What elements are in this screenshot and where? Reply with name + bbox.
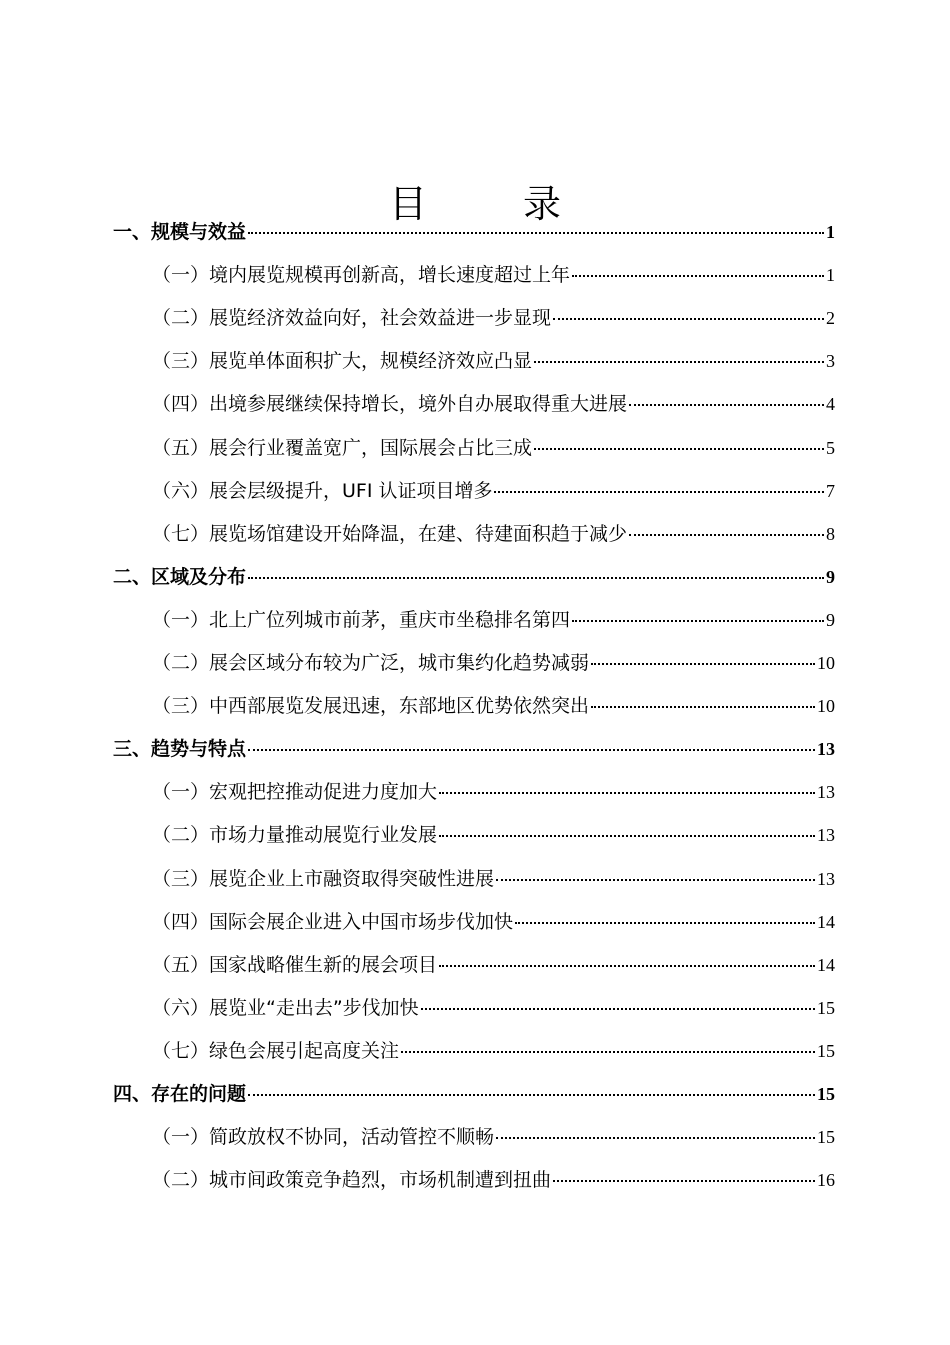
toc-chapter-entry[interactable] [113, 728, 835, 771]
toc-page-number: 7 [826, 481, 835, 501]
toc-entry-label: （五）国家战略催生新的展会项目 [152, 954, 438, 976]
toc-page-number: 15 [817, 1127, 835, 1147]
toc-section-entry[interactable] [152, 254, 835, 297]
dot-leader [572, 275, 824, 277]
toc-section-entry[interactable] [152, 642, 835, 685]
toc-section-entry[interactable] [152, 383, 835, 426]
toc-section-entry[interactable] [152, 513, 835, 556]
toc-section-entry[interactable] [152, 771, 835, 814]
toc-entry-label: （一）简政放权不协同，活动管控不顺畅 [152, 1126, 495, 1148]
toc-entry-label: （六）展览业“走出去”步伐加快 [152, 997, 419, 1019]
toc-page-number: 5 [826, 438, 835, 458]
toc-page-number: 13 [817, 739, 835, 759]
toc-page-number: 14 [817, 955, 835, 975]
toc-entry-label: （三）展览单体面积扩大，规模经济效应凸显 [152, 350, 533, 372]
toc-entry-label: （二）城市间政策竞争趋烈，市场机制遭到扭曲 [152, 1169, 552, 1191]
dot-leader [439, 965, 815, 967]
dot-leader [629, 534, 824, 536]
toc-entry-label: （二）市场力量推动展览行业发展 [152, 824, 438, 846]
toc-entry-label: （七）展览场馆建设开始降温，在建、待建面积趋于减少 [152, 523, 628, 545]
toc-page-number: 10 [817, 696, 835, 716]
toc-page-number: 1 [826, 222, 835, 242]
toc-page-number: 13 [817, 825, 835, 845]
page-title: 目 录 [388, 182, 604, 227]
dot-leader [248, 577, 824, 579]
toc-section-entry[interactable] [152, 1116, 835, 1159]
toc-section-entry[interactable] [152, 470, 835, 513]
toc-section-entry[interactable] [152, 599, 835, 642]
dot-leader [401, 1051, 815, 1053]
dot-leader [494, 491, 824, 493]
dot-leader [534, 448, 824, 450]
toc-page-number: 9 [826, 610, 835, 630]
toc-entry-label: （七）绿色会展引起高度关注 [152, 1040, 400, 1062]
dot-leader [248, 749, 815, 751]
dot-leader [439, 792, 815, 794]
toc-page-number: 15 [817, 1084, 835, 1104]
toc-entry-label: （四）出境参展继续保持增长，境外自办展取得重大进展 [152, 393, 628, 415]
toc-page-number: 4 [826, 394, 835, 414]
toc-section-entry[interactable] [152, 987, 835, 1030]
dot-leader [248, 232, 824, 234]
toc-chapter-entry[interactable] [113, 556, 835, 599]
dot-leader [515, 922, 815, 924]
toc-page-number: 14 [817, 912, 835, 932]
dot-leader [421, 1008, 815, 1010]
toc-page-number: 9 [826, 567, 835, 587]
toc-page-number: 3 [826, 351, 835, 371]
toc-page-number: 16 [817, 1170, 835, 1190]
dot-leader [591, 663, 815, 665]
toc-entry-label: （四）国际会展企业进入中国市场步伐加快 [152, 911, 514, 933]
dot-leader [248, 1094, 815, 1096]
toc-entry-label: （一）北上广位列城市前茅，重庆市坐稳排名第四 [152, 609, 571, 631]
toc-section-entry[interactable] [152, 427, 835, 470]
toc-entry-label: （五）展会行业覆盖宽广，国际展会占比三成 [152, 437, 533, 459]
toc-page-number: 15 [817, 1041, 835, 1061]
toc-section-entry[interactable] [152, 685, 835, 728]
toc-entry-label: 四、存在的问题 [113, 1083, 247, 1105]
toc-chapter-entry[interactable] [113, 211, 835, 254]
toc-section-entry[interactable] [152, 814, 835, 857]
toc-section-entry[interactable] [152, 1159, 835, 1202]
toc-page-number: 1 [826, 265, 835, 285]
toc-page-number: 15 [817, 998, 835, 1018]
toc-section-entry[interactable] [152, 297, 835, 340]
toc-page-number: 13 [817, 869, 835, 889]
toc-entry-label: 三、趋势与特点 [113, 738, 247, 760]
toc-page-number: 10 [817, 653, 835, 673]
dot-leader [553, 318, 824, 320]
dot-leader [629, 404, 824, 406]
toc-entry-label: （一）宏观把控推动促进力度加大 [152, 781, 438, 803]
toc-entry-label: 二、区域及分布 [113, 566, 247, 588]
toc-section-entry[interactable] [152, 901, 835, 944]
toc-page-number: 8 [826, 524, 835, 544]
dot-leader [534, 361, 824, 363]
toc-entry-label: （六）展会层级提升，UFI 认证项目增多 [152, 480, 493, 502]
toc-chapter-entry[interactable] [113, 1073, 835, 1116]
toc-entry-label: （二）展览经济效益向好，社会效益进一步显现 [152, 307, 552, 329]
toc-section-entry[interactable] [152, 1030, 835, 1073]
dot-leader [439, 835, 815, 837]
dot-leader [553, 1180, 815, 1182]
toc-page-number: 13 [817, 782, 835, 802]
toc-section-entry[interactable] [152, 858, 835, 901]
dot-leader [496, 1137, 815, 1139]
toc-entry-label: （三）展览企业上市融资取得突破性进展 [152, 868, 495, 890]
toc-entry-label: （二）展会区域分布较为广泛，城市集约化趋势减弱 [152, 652, 590, 674]
dot-leader [496, 879, 815, 881]
toc-entry-label: （三）中西部展览发展迅速，东部地区优势依然突出 [152, 695, 590, 717]
dot-leader [572, 620, 824, 622]
toc-section-entry[interactable] [152, 944, 835, 987]
dot-leader [591, 706, 815, 708]
toc-section-entry[interactable] [152, 340, 835, 383]
toc-entry-label: （一）境内展览规模再创新高，增长速度超过上年 [152, 264, 571, 286]
toc-page-number: 2 [826, 308, 835, 328]
toc-entry-label: 一、规模与效益 [113, 221, 247, 243]
